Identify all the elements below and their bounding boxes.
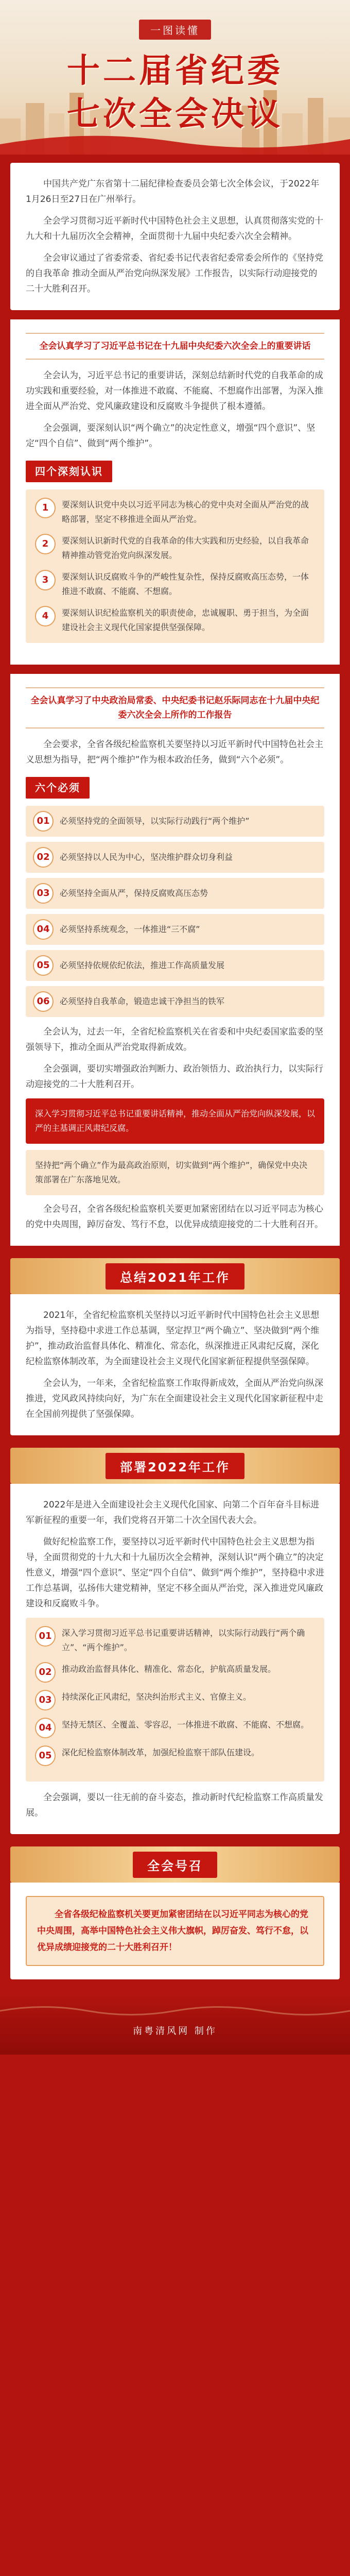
list-item xyxy=(26,878,324,909)
list-item-text: 必须坚持自我革命，锻造忠诚干净担当的铁军 xyxy=(60,996,225,1006)
section1-paragraph: 全会认为，习近平总书记的重要讲话，深刻总结新时代党的自我革命的成功实践和重要经验，对一体推进不敢腐、不能腐、不想腐作出部署，为深入推进全面从严治党、党风廉政建设和反腐败斗争提供了根本遵循。 xyxy=(26,370,323,412)
list-item xyxy=(35,1626,315,1655)
tasks-2022-list xyxy=(26,1618,324,1782)
list-item xyxy=(35,570,315,599)
number-badge: 01 xyxy=(35,1626,56,1647)
list-item-text: 深入学习贯彻习近平总书记重要讲话精神，以实际行动践行“两个确立”、“两个维护”。 xyxy=(62,1628,305,1652)
banner-label: 部署2022年工作 xyxy=(106,1453,244,1479)
number-badge: 04 xyxy=(33,919,54,940)
list-item-text: 要深刻认识反腐败斗争的严峻性复杂性，保持反腐败高压态势，一体推进不敢腐、不能腐、不想腐。 xyxy=(62,572,309,596)
decorative-wave xyxy=(0,2003,350,2019)
plan-2022-banner xyxy=(10,1448,340,1484)
intro-paragraph: 全会审议通过了省委常委、省纪委书记代表省纪委常委会所作的《坚持党的自我革命 推动全面从严治党向纵深发展》工作报告，以实际行动迎接党的二十大胜利召开。 xyxy=(26,253,323,294)
section2-paragraph: 全会强调，要切实增强政治判断力、政治领悟力、政治执行力，以实际行动迎接党的二十大胜利召开。 xyxy=(26,1064,323,1090)
section2-paragraph: 全会认为，过去一年，全省纪检监察机关在省委和中央纪委国家监委的坚强领导下，推动全面从严治党取得新成效。 xyxy=(26,1027,323,1053)
number-badge: 06 xyxy=(33,991,54,1012)
list-item xyxy=(35,1718,315,1738)
six-musts-list xyxy=(26,806,324,1017)
section-study-report xyxy=(10,674,340,1246)
hero-banner xyxy=(0,0,350,155)
intro-card xyxy=(10,163,340,310)
number-badge: 02 xyxy=(33,847,54,868)
list-item-text: 坚持无禁区、全覆盖、零容忍，一体推进不敢腐、不能腐、不想腐。 xyxy=(62,1720,309,1730)
section-summary-2021 xyxy=(10,1294,340,1435)
section1-heading: 全会认真学习了习近平总书记在十九届中央纪委六次全会上的重要讲话 xyxy=(26,333,324,360)
six-musts-title: 六个必须 xyxy=(26,777,90,799)
four-understandings-title: 四个深刻认识 xyxy=(26,461,112,482)
four-understandings-list xyxy=(26,489,324,643)
list-item-text: 要深刻认识纪检监察机关的职责使命，忠诚履职、勇于担当，为全面建设社会主义现代化国家提供坚强保障。 xyxy=(62,608,309,632)
list-item-text: 必须坚持系统观念，一体推进“三不腐” xyxy=(60,924,200,934)
number-badge: 03 xyxy=(33,883,54,904)
list-item xyxy=(35,498,315,527)
list-item-text: 必须坚持全面从严，保持反腐败高压态势 xyxy=(60,888,208,898)
list-item-text: 必须坚持依规依纪依法，推进工作高质量发展 xyxy=(60,960,225,970)
number-badge: 03 xyxy=(35,1690,56,1710)
section4-closing: 全会强调，要以一往无前的奋斗姿态，推动新时代纪检监察工作高质量发展。 xyxy=(26,1792,323,1818)
section4-paragraph: 2022年是进入全面建设社会主义现代化国家、向第二个百年奋斗目标进军新征程的重要一年，我们党将召开第二十次全国代表大会。 xyxy=(26,1500,320,1526)
hero-title-line1: 十二届省纪委 xyxy=(67,52,283,90)
list-item-text: 深化纪检监察体制改革，加强纪检监察干部队伍建设。 xyxy=(62,1748,260,1757)
list-item-text: 要深刻认识新时代党的自我革命的伟大实践和历史经验，以自我革命精神推动管党治党向纵深发展。 xyxy=(62,536,309,560)
list-item xyxy=(35,534,315,563)
hero-kicker: 一图读懂 xyxy=(139,20,211,40)
footer xyxy=(0,1993,350,2055)
number-badge: 1 xyxy=(35,498,56,518)
number-badge: 01 xyxy=(33,811,54,832)
section1-paragraph: 全会强调，要深刻认识“两个确立”的决定性意义，增强“四个意识”、坚定“四个自信”、做到“两个维护”。 xyxy=(26,423,316,449)
list-item xyxy=(26,806,324,837)
section-plan-2022 xyxy=(10,1484,340,1834)
number-badge: 2 xyxy=(35,534,56,554)
section2-closing: 全会号召，全省各级纪检监察机关要更加紧密团结在以习近平同志为核心的党中央周围，踔厉奋发、笃行不怠，以优异成绩迎接党的二十大胜利召开。 xyxy=(26,1204,323,1230)
footer-credit: 南粤清风网 制作 xyxy=(133,2026,217,2037)
call-banner xyxy=(10,1846,340,1883)
list-item xyxy=(35,1662,315,1683)
list-item-text: 要深刻认识党中央以习近平同志为核心的党中央对全面从严治党的战略部署，坚定不移推进全面从严治党。 xyxy=(62,500,309,524)
list-item-text: 持续深化正风肃纪，坚决纠治形式主义、官僚主义。 xyxy=(62,1692,252,1702)
intro-paragraph: 中国共产党广东省第十二届纪律检查委员会第七次全体会议，于2022年1月26日至27日在广州举行。 xyxy=(26,179,320,205)
hero-title-line2: 七次全会决议 xyxy=(67,95,283,133)
number-badge: 02 xyxy=(35,1662,56,1683)
section2-paragraph: 全会要求，全省各级纪检监察机关要坚持以习近平新时代中国特色社会主义思想为指导，把“两个维护”作为根本政治任务，做到“六个必须”。 xyxy=(26,739,323,765)
section-study-speech xyxy=(10,319,340,665)
list-item xyxy=(26,986,324,1017)
summary-2021-banner xyxy=(10,1258,340,1294)
list-item-text: 必须坚持以人民为中心，坚决维护群众切身利益 xyxy=(60,852,233,862)
number-badge: 05 xyxy=(33,955,54,976)
section-call xyxy=(10,1883,340,1979)
banner-label: 全会号召 xyxy=(133,1852,217,1878)
list-item xyxy=(26,842,324,873)
list-item xyxy=(26,950,324,981)
section4-paragraph: 做好纪检监察工作，要坚持以习近平新时代中国特色社会主义思想为指导，全面贯彻党的十九大和十九届历次全会精神，深刻认识“两个确立”的决定性意义，增强“四个意识”、坚定“四个自信”、做到“两个维护”，坚持稳中求进工作总基调，弘扬伟大建党精神，坚定不移全面从严治党，深入推进党风廉政建设和反腐败斗争。 xyxy=(26,1537,324,1609)
call-slogan: 全省各级纪检监察机关要更加紧密团结在以习近平同志为核心的党中央周围，高举中国特色社会主义伟大旗帜，踔厉奋发、笃行不怠，以优异成绩迎接党的二十大胜利召开！ xyxy=(26,1896,324,1966)
number-badge: 3 xyxy=(35,570,56,590)
banner-label: 总结2021年工作 xyxy=(106,1263,244,1290)
section3-paragraph: 2021年，全省纪检监察机关坚持以习近平新时代中国特色社会主义思想为指导，坚持稳中求进工作总基调，坚定捍卫“两个确立”、坚决做到“两个维护”，推动政治监督具体化、精准化、常态化，纵深推进正风肃纪反腐，深化纪检监察体制改革，为全面建设社会主义现代化国家新征程提供坚强保障。 xyxy=(26,1310,320,1367)
list-item xyxy=(35,1745,315,1766)
list-item xyxy=(35,606,315,635)
number-badge: 05 xyxy=(35,1745,56,1766)
section2-heading: 全会认真学习了中央政治局常委、中央纪委书记赵乐际同志在十九届中央纪委六次全会上所作的工作报告 xyxy=(26,687,324,728)
highlight-quote: 深入学习贯彻习近平总书记重要讲话精神，推动全面从严治党向纵深发展，以严的主基调正风肃纪反腐。 xyxy=(26,1098,324,1144)
list-item xyxy=(26,914,324,945)
intro-paragraph: 全会学习贯彻习近平新时代中国特色社会主义思想，认真贯彻落实党的十九大和十九届历次全会精神，全面贯彻十九届中央纪委六次全会精神。 xyxy=(26,216,323,242)
number-badge: 4 xyxy=(35,606,56,626)
list-item-text: 必须坚持党的全面领导，以实际行动践行“两个维护” xyxy=(60,816,250,826)
section3-paragraph: 全会认为，一年来，全省纪检监察工作取得新成效，全面从严治党向纵深推进，党风政风持续向好，为广东在全面建设社会主义现代化国家新征程中走在全国前列提供了坚强保障。 xyxy=(26,1378,323,1419)
number-badge: 04 xyxy=(35,1718,56,1738)
highlight-quote: 坚持把“两个确立”作为最高政治原则，切实做到“两个维护”，确保党中央决策部署在广东落地见效。 xyxy=(26,1150,324,1195)
list-item xyxy=(35,1690,315,1710)
list-item-text: 推动政治监督具体化、精准化、常态化，护航高质量发展。 xyxy=(62,1664,276,1674)
